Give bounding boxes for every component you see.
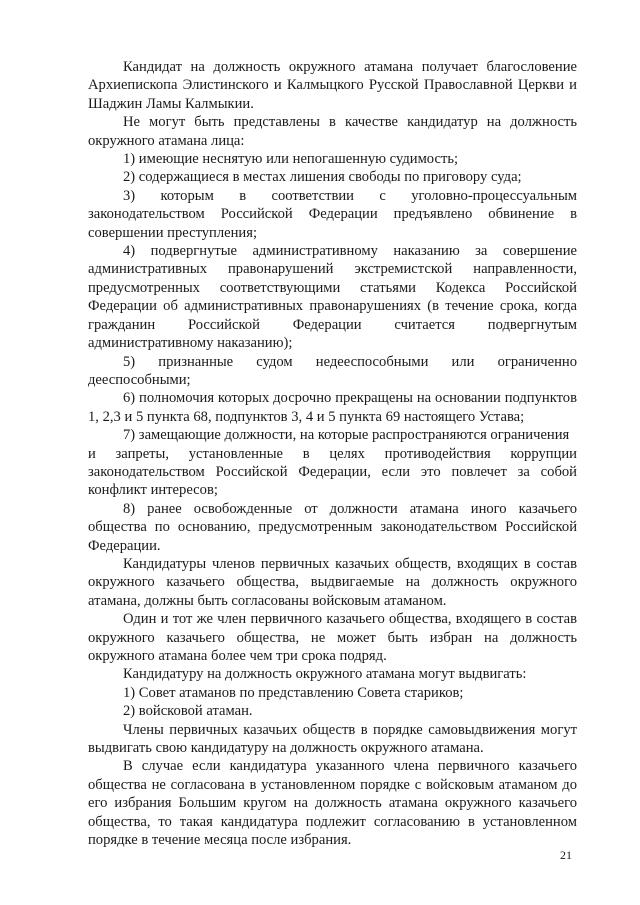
paragraph-term-limit: Один и тот же член первичного казачьего общества, входящего в состав окружного казачьего общества, не может быть избран на должность окружного атамана более чем три срока подряд. xyxy=(88,611,577,664)
body-text xyxy=(88,58,577,849)
list-item-3: 3) которым в соответствии с уголовно-процессуальным законодательством Российской Федерации предъявлено обвинение в совершении преступления; xyxy=(88,187,577,241)
paragraph-approval: Кандидатуры членов первичных казачьих обществ, входящих в состав окружного казачьего общества, выдвигаемые на должность окружного атамана, должны быть согласованы войсковым атаманом. xyxy=(88,555,577,609)
nominator-item-2: 2) войсковой атаман. xyxy=(123,703,253,720)
list-item-2: 2) содержащиеся в местах лишения свободы по приговору суда; xyxy=(123,169,522,186)
paragraph-self-nomination: Члены первичных казачьих обществ в порядке самовыдвижения могут выдвигать свою кандидатуру на должность окружного атамана. xyxy=(88,721,577,757)
list-item-7-continued: и запреты, установленные в целях противодействия коррупции законодательством Российской Федерации, если это повлечет за собой конфликт интересов; xyxy=(88,445,577,499)
nominator-item-1: 1) Совет атаманов по представлению Совета стариков; xyxy=(123,684,464,701)
list-item-5: 5) признанные судом недееспособными или ограниченно дееспособными; xyxy=(88,353,577,388)
list-item-8: 8) ранее освобожденные от должности атамана иного казачьего общества по основанию, предусмотренным законодательством Российской Федерации. xyxy=(88,500,577,554)
paragraph-post-election-approval: В случае если кандидатура указанного члена первичного казачьего общества не согласована в установленном порядке с войсковым атаманом до его избрания Большим кругом на должность атамана окружного казачьего общества, то такая кандидатура подлежит согласованию в установленном порядке в течение месяца после избрания. xyxy=(88,758,577,849)
list-item-7: 7) замещающие должности, на которые распространяются ограничения xyxy=(123,427,570,444)
paragraph-blessing: Кандидат на должность окружного атамана получает благословение Архиепископа Элистинского и Калмыцкого Русской Православной Церкви и Шаджин Ламы Калмыкии. xyxy=(88,59,577,112)
list-item-6: 6) полномочия которых досрочно прекращены на основании подпунктов 1, 2,3 и 5 пункта 68, подпунктов 3, 4 и 5 пункта 69 настоящего Устава; xyxy=(88,390,577,425)
page-number: 21 xyxy=(560,848,572,862)
paragraph-ineligible-intro: Не могут быть представлены в качестве кандидатур на должность окружного атамана лица: xyxy=(88,114,577,149)
list-item-4: 4) подвергнутые административному наказанию за совершение административных правонарушений экстремистской направленности, предусмотренных соответствующими статьями Кодекса Российской Федерации об административных правонарушениях (в течение срока, когда гражданин Российской Федерации считается подвергнутым административному наказанию); xyxy=(88,243,577,352)
list-item-1: 1) имеющие неснятую или непогашенную судимость; xyxy=(123,151,459,168)
paragraph-nominators-intro: Кандидатуру на должность окружного атамана могут выдвигать: xyxy=(123,666,527,683)
